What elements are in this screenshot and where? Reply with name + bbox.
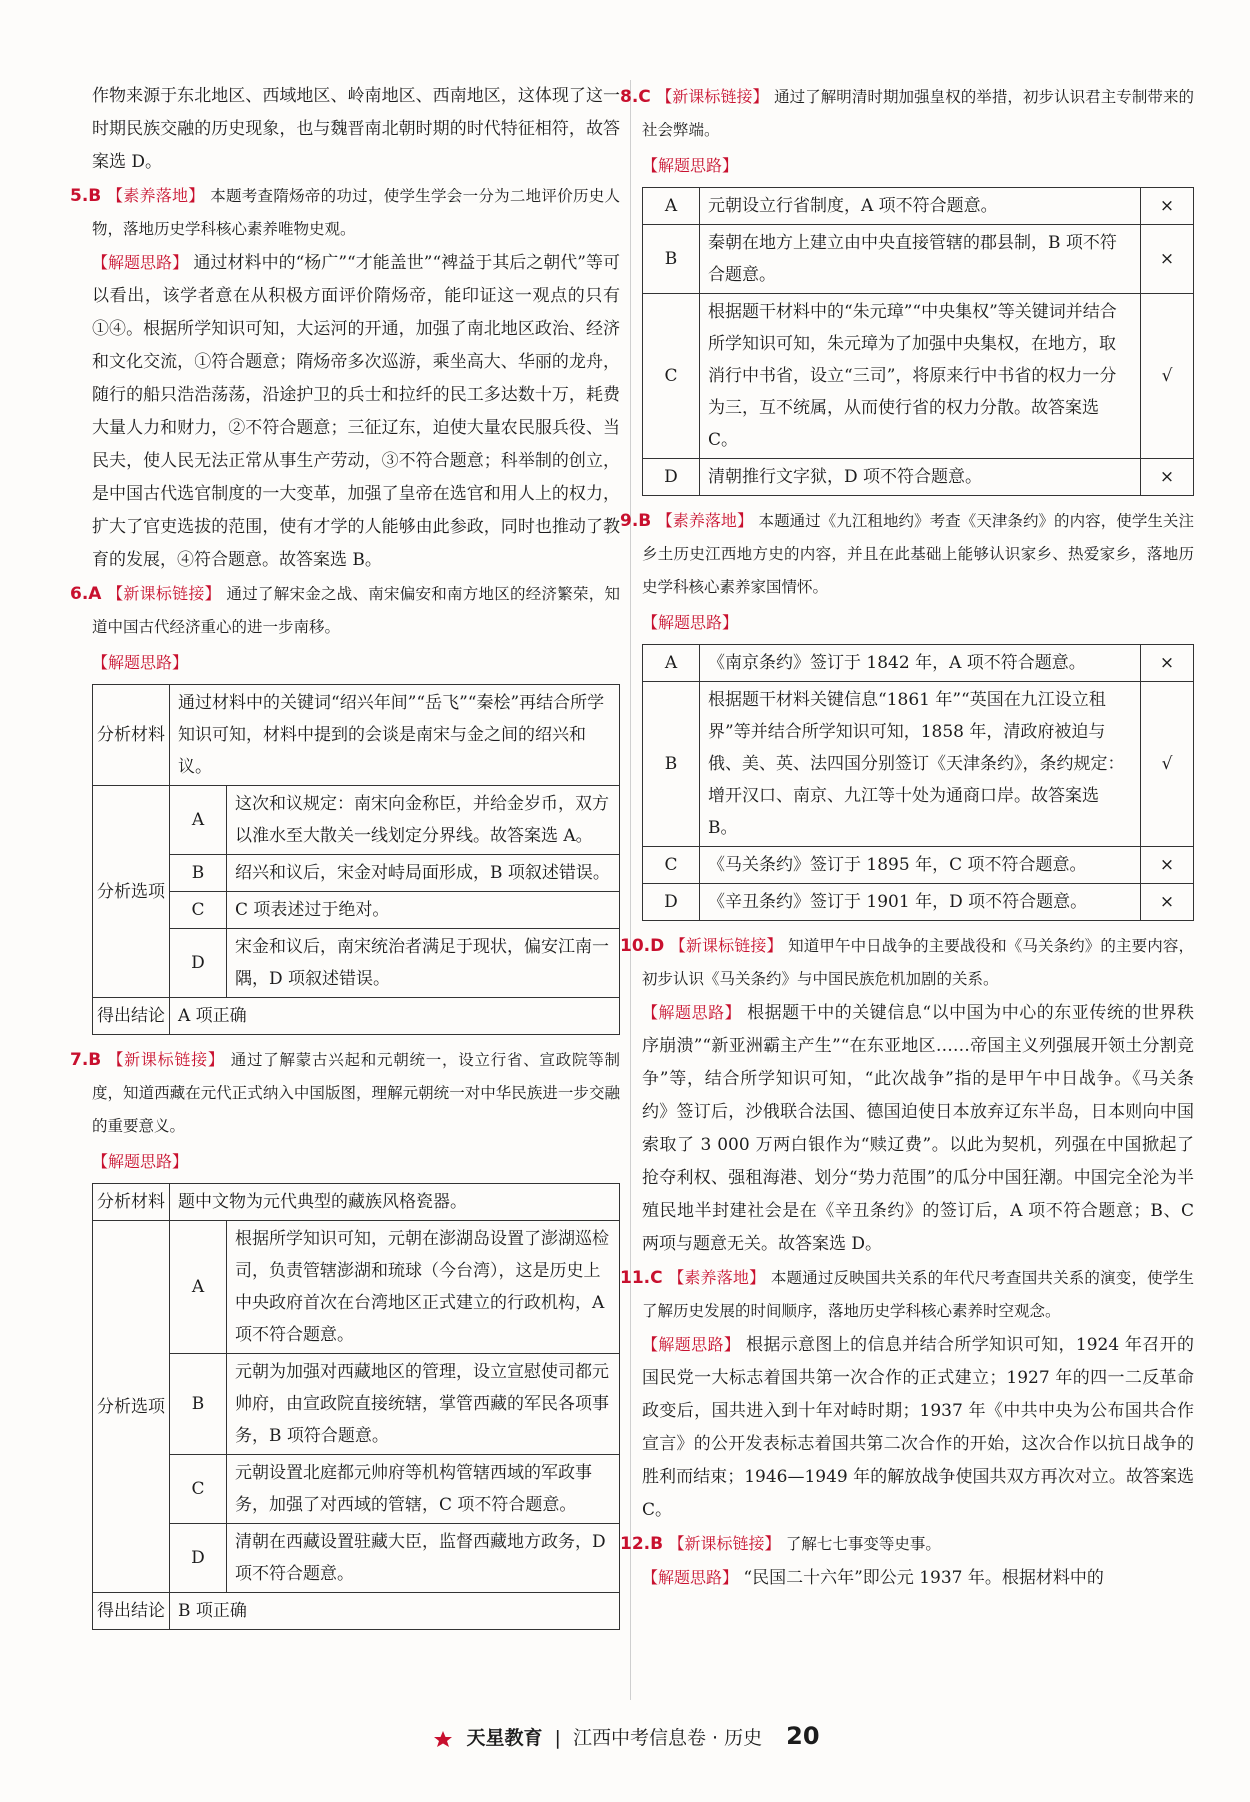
q11-tag: 【素养落地】 [668,1268,766,1287]
option-letter: B [643,682,700,847]
q12-intro: 了解七七事变等史事。 [785,1535,941,1553]
option-text: 根据所学知识可知，元朝在澎湖岛设置了澎湖巡检司，负责管辖澎湖和琉球（今台湾），这是历史上中央政府首次在台湾地区正式建立的行政机构，A 项不符合题意。 [227,1221,620,1354]
q7-analysis-tag: 【解题思路】 [92,1152,189,1171]
q9-number: 9.B [620,511,652,531]
q5-analysis: 通过材料中的“杨广”“才能盖世”“裨益于其后之朝代”等可以看出，该学者意在从积极方面评价隋炀帝，能印证这一观点的只有①④。根据所学知识可知，大运河的开通，加强了南北地区政治、经济和文化交流，①符合题意；隋炀帝多次巡游，乘坐高大、华丽的龙舟，随行的船只浩浩荡荡，沿途护卫的兵士和拉纤的民工多达数十万，耗费大量人力和财力，②不符合题意；三征辽东，迫使大量农民服兵役、当民夫，使人民无法正常从事生产劳动，③不符合题意；科举制的创立，是中国古代选官制度的一大变革，加强了皇帝在选官和用人上的权力，扩大了官吏选拔的范围，使有才学的人能够由此参政，同时也推动了教育的发展，④符合题意。故答案选 B。 [92,253,620,570]
q9-analysis-tag: 【解题思路】 [642,613,739,632]
option-text: 宋金和议后，南宋统治者满足于现状，偏安江南一隅，D 项叙述错误。 [227,929,620,998]
cross-mark: × [1141,225,1194,294]
option-letter: C [170,1455,227,1524]
option-letter: D [170,1524,227,1593]
option-text: 元朝为加强对西藏地区的管理，设立宣慰使司都元帅府，由宣政院直接统辖，掌管西藏的军民各项事务，B 项符合题意。 [227,1354,620,1455]
option-text: 《辛丑条约》签订于 1901 年，D 项不符合题意。 [700,884,1141,921]
question-6 [70,577,620,1035]
column-divider [630,80,631,1700]
option-letter: D [643,884,700,921]
options-label: 分析选项 [93,786,170,998]
q12-number: 12.B [620,1534,664,1554]
option-text: 绍兴和议后，宋金对峙局面形成，B 项叙述错误。 [227,855,620,892]
q7-tag: 【新课标链接】 [107,1050,225,1069]
table-row [93,892,620,929]
conclusion-text: B 项正确 [170,1593,620,1630]
table-row [643,847,1194,884]
option-text: 元朝设立行省制度，A 项不符合题意。 [700,188,1141,225]
q5-intro: 本题考查隋炀帝的功过，使学生学会一分为二地评价历史人物，落地历史学科核心素养唯物史观。 [92,187,620,238]
conclusion-label: 得出结论 [93,1593,170,1630]
star-logo-icon [430,1730,456,1748]
q11-analysis-tag: 【解题思路】 [642,1335,741,1354]
material-label: 分析材料 [93,685,170,786]
page-footer: 天星教育 | 江西中考信息卷 · 历史 20 [0,1722,1250,1750]
table-row [93,1593,620,1630]
q7-intro: 通过了解蒙古兴起和元朝统一，设立行省、宣政院等制度，知道西藏在元代正式纳入中国版图，理解元朝统一对中华民族进一步交融的重要意义。 [92,1051,620,1135]
q10-analysis: 根据题干中的关键信息“以中国为中心的东亚传统的世界秩序崩溃”“新亚洲霸主产生”“在东亚地区……帝国主义列强展开领土分割竞争”等，结合所学知识可知，“此次战争”指的是甲午中日战争。《马关条约》签订后，沙俄联合法国、德国迫使日本放弃辽东半岛，日本则向中国索取了 3 000 万两白银作为“赎辽费”。以此为契机，列强在中国掀起了抢夺利权、强租海港、划分“势力范围”的瓜分中国狂潮。中国完全沦为半殖民地半封建社会是在《辛丑条约》的签订后，A 项不符合题意；B、C 两项与题意无关。故答案选 D。 [642,1003,1194,1254]
question-7 [70,1043,620,1630]
q9-options-table [642,644,1194,921]
conclusion-text: A 项正确 [170,998,620,1035]
option-letter: D [170,929,227,998]
option-text: 清朝在西藏设置驻藏大臣，监督西藏地方政务，D 项不符合题意。 [227,1524,620,1593]
option-letter: B [170,1354,227,1455]
question-11 [620,1261,1194,1527]
table-row [643,682,1194,847]
q6-intro: 通过了解宋金之战、南宋偏安和南方地区的经济繁荣，知道中国古代经济重心的进一步南移。 [92,585,620,636]
option-text: 这次和议规定：南宋向金称臣，并给金岁币，双方以淮水至大散关一线划定分界线。故答案选 A。 [227,786,620,855]
q5-analysis-tag: 【解题思路】 [92,253,189,272]
table-row [643,884,1194,921]
material-text: 通过材料中的关键词“绍兴年间”“岳飞”“秦桧”再结合所学知识可知，材料中提到的会谈是南宋与金之间的绍兴和议。 [170,685,620,786]
q11-intro: 本题通过反映国共关系的年代尺考查国共关系的演变，使学生了解历史发展的时间顺序，落地历史学科核心素养时空观念。 [642,1269,1194,1320]
option-text: 根据题干材料关键信息“1861 年”“英国在九江设立租界”等并结合所学知识可知，1858 年，清政府被迫与俄、美、英、法四国分别签订《天津条约》，条约规定：增开汉口、南京、九江等十处为通商口岸。故答案选 B。 [700,682,1141,847]
q12-analysis: “民国二十六年”即公元 1937 年。根据材料中的 [743,1568,1104,1588]
question-5 [70,179,620,577]
check-mark: √ [1141,682,1194,847]
q7-analysis-table [92,1183,620,1630]
q8-tag: 【新课标链接】 [656,87,769,106]
q10-intro: 知道甲午中日战争的主要战役和《马关条约》的主要内容，初步认识《马关条约》与中国民族危机加剧的关系。 [642,937,1194,988]
option-letter: A [643,188,700,225]
q8-number: 8.C [620,87,651,107]
q8-analysis-tag: 【解题思路】 [642,156,739,175]
table-row [93,786,620,855]
q10-tag: 【新课标链接】 [669,936,783,955]
table-row [643,188,1194,225]
table-row [93,929,620,998]
q8-options-table [642,187,1194,496]
left-column [70,80,620,1638]
option-letter: B [643,225,700,294]
q6-analysis-table [92,684,620,1035]
table-row [93,998,620,1035]
table-row [643,645,1194,682]
conclusion-label: 得出结论 [93,998,170,1035]
table-row [93,1354,620,1455]
option-letter: B [170,855,227,892]
option-letter: C [643,294,700,459]
question-9 [620,504,1194,921]
options-label: 分析选项 [93,1221,170,1593]
question-10 [620,929,1194,1261]
cross-mark: × [1141,884,1194,921]
question-8 [620,80,1195,496]
q5-tag: 【素养落地】 [106,186,205,205]
table-row [643,294,1194,459]
q12-tag: 【新课标链接】 [668,1534,781,1553]
q12-analysis-tag: 【解题思路】 [642,1568,739,1587]
material-label: 分析材料 [93,1184,170,1221]
q10-analysis-tag: 【解题思路】 [642,1003,742,1022]
material-text: 题中文物为元代典型的藏族风格瓷器。 [170,1184,620,1221]
q6-analysis-tag: 【解题思路】 [92,653,189,672]
q11-number: 11.C [620,1268,663,1288]
q9-tag: 【素养落地】 [656,511,754,530]
right-column [620,80,1195,1595]
option-text: 秦朝在地方上建立由中央直接管辖的郡县制，B 项不符合题意。 [700,225,1141,294]
q10-number: 10.D [620,936,665,956]
table-row [93,685,620,786]
cross-mark: × [1141,188,1194,225]
option-letter: A [643,645,700,682]
option-text: C 项表述过于绝对。 [227,892,620,929]
footer-title: 江西中考信息卷 · 历史 [572,1727,763,1749]
option-letter: C [170,892,227,929]
option-letter: A [170,1221,227,1354]
q9-intro: 本题通过《九江租地约》考查《天津条约》的内容，使学生关注乡土历史江西地方史的内容，并且在此基础上能够认识家乡、热爱家乡，落地历史学科核心素养家国情怀。 [642,512,1194,596]
q8-intro: 通过了解明清时期加强皇权的举措，初步认识君主专制带来的社会弊端。 [642,88,1195,139]
q6-tag: 【新课标链接】 [107,584,221,603]
option-letter: D [643,459,700,496]
brand-name: 天星教育 [466,1727,543,1749]
page-number: 20 [786,1722,820,1750]
table-row [93,855,620,892]
cross-mark: × [1141,459,1194,496]
option-text: 元朝设置北庭都元帅府等机构管辖西域的军政事务，加强了对西域的管辖，C 项不符合题意。 [227,1455,620,1524]
cross-mark: × [1141,847,1194,884]
q6-number: 6.A [70,584,102,604]
option-text: 清朝推行文字狱，D 项不符合题意。 [700,459,1141,496]
table-row [93,1221,620,1354]
table-row [93,1524,620,1593]
table-row [643,459,1194,496]
table-row [93,1184,620,1221]
cross-mark: × [1141,645,1194,682]
option-letter: C [643,847,700,884]
table-row [643,225,1194,294]
check-mark: √ [1141,294,1194,459]
option-letter: A [170,786,227,855]
q4-tail: 作物来源于东北地区、西域地区、岭南地区、西南地区，这体现了这一时期民族交融的历史现象，也与魏晋南北朝时期的时代特征相符，故答案选 D。 [92,86,620,172]
q7-number: 7.B [70,1050,102,1070]
q5-number: 5.B [70,186,102,206]
option-text: 《南京条约》签订于 1842 年，A 项不符合题意。 [700,645,1141,682]
option-text: 《马关条约》签订于 1895 年，C 项不符合题意。 [700,847,1141,884]
table-row [93,1455,620,1524]
q11-analysis: 根据示意图上的信息并结合所学知识可知，1924 年召开的国民党一大标志着国共第一次合作的正式建立；1927 年的四一二反革命政变后，国共进入到十年对峙时期；1937 年《中共中央为公布国共合作宣言》的公开发表标志着国共第二次合作的开始，这次合作以抗日战争的胜利而结束；1946—1949 年的解放战争使国共双方再次对立。故答案选 C。 [642,1335,1194,1520]
question-12 [620,1527,1194,1595]
option-text: 根据题干材料中的“朱元璋”“中央集权”等关键词并结合所学知识可知，朱元璋为了加强中央集权，在地方，取消行中书省，设立“三司”，将原来行中书省的权力一分为三，互不统属，从而使行省的权力分散。故答案选 C。 [700,294,1141,459]
